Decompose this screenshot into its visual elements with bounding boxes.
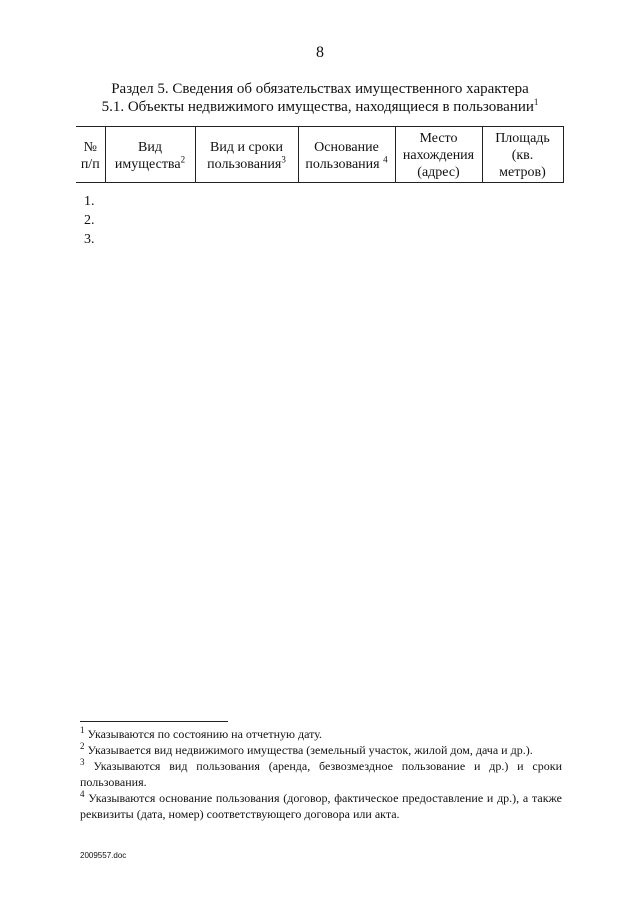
header-usage-basis-line2: пользования bbox=[305, 156, 380, 172]
header-location bbox=[395, 127, 482, 183]
header-location-line2: нахождения bbox=[402, 148, 475, 163]
header-number-line1: № bbox=[83, 139, 97, 155]
header-area-line2: (кв. bbox=[511, 148, 534, 163]
header-location-line1: Место bbox=[419, 131, 458, 146]
footnote-text: Указываются вид пользования (аренда, безвозмездное пользование и др.) и сроки пользования. bbox=[80, 759, 562, 789]
header-location-line3: (адрес) bbox=[417, 165, 460, 180]
header-area-line3: метров) bbox=[499, 165, 546, 180]
footnote-marker: 3 bbox=[80, 757, 85, 767]
header-property-type bbox=[105, 127, 195, 183]
footnote-text: Указываются основание пользования (договор, фактическое предоставление и др.), а также реквизиты (дата, номер) соответствующего договора или акта. bbox=[80, 791, 562, 821]
list-item: 2. bbox=[84, 213, 95, 228]
footnote-ref-1: 1 bbox=[533, 97, 539, 107]
section-title: Раздел 5. Сведения об обязательствах имущественного характера bbox=[111, 81, 529, 97]
footnote-4 bbox=[80, 790, 562, 822]
footnote-text: Указываются по состоянию на отчетную дату. bbox=[87, 727, 322, 741]
row-numbers bbox=[84, 192, 95, 249]
header-property-type-line2: имущества bbox=[114, 156, 181, 172]
header-property-type-line1: Вид bbox=[138, 139, 162, 155]
footnote-divider bbox=[80, 721, 228, 722]
footnote-1 bbox=[80, 726, 562, 742]
list-item: 1. bbox=[84, 194, 95, 209]
footnote-marker: 1 bbox=[80, 725, 85, 735]
footnote-ref-4: 4 bbox=[383, 153, 388, 164]
table-header-row bbox=[76, 127, 563, 183]
header-usage-terms-line2: пользования bbox=[207, 156, 282, 172]
footnote-marker: 4 bbox=[80, 789, 85, 799]
header-number bbox=[76, 127, 105, 183]
header-usage-terms bbox=[195, 127, 298, 183]
header-usage-terms-line1: Вид и сроки bbox=[210, 139, 283, 155]
subsection-title bbox=[60, 98, 580, 117]
list-item: 3. bbox=[84, 232, 95, 247]
property-table bbox=[76, 126, 564, 183]
page-number: 8 bbox=[316, 44, 324, 61]
footnote-marker: 2 bbox=[80, 741, 85, 751]
document-code: 2009557.doc bbox=[80, 851, 127, 860]
header-area bbox=[482, 127, 563, 183]
footnote-2 bbox=[80, 742, 562, 758]
header-number-line2: п/п bbox=[80, 156, 100, 172]
footnotes bbox=[80, 726, 562, 822]
footnote-ref-3: 3 bbox=[281, 153, 286, 164]
header-usage-basis-line1: Основание bbox=[314, 139, 379, 155]
header-usage-basis bbox=[298, 127, 395, 183]
footnote-text: Указывается вид недвижимого имущества (земельный участок, жилой дом, дача и др.). bbox=[87, 743, 533, 757]
footnote-3 bbox=[80, 758, 562, 790]
subsection-title-text: 5.1. Объекты недвижимого имущества, находящиеся в пользовании bbox=[101, 99, 534, 115]
header-area-line1: Площадь bbox=[495, 131, 550, 146]
footnote-ref-2: 2 bbox=[180, 153, 186, 164]
